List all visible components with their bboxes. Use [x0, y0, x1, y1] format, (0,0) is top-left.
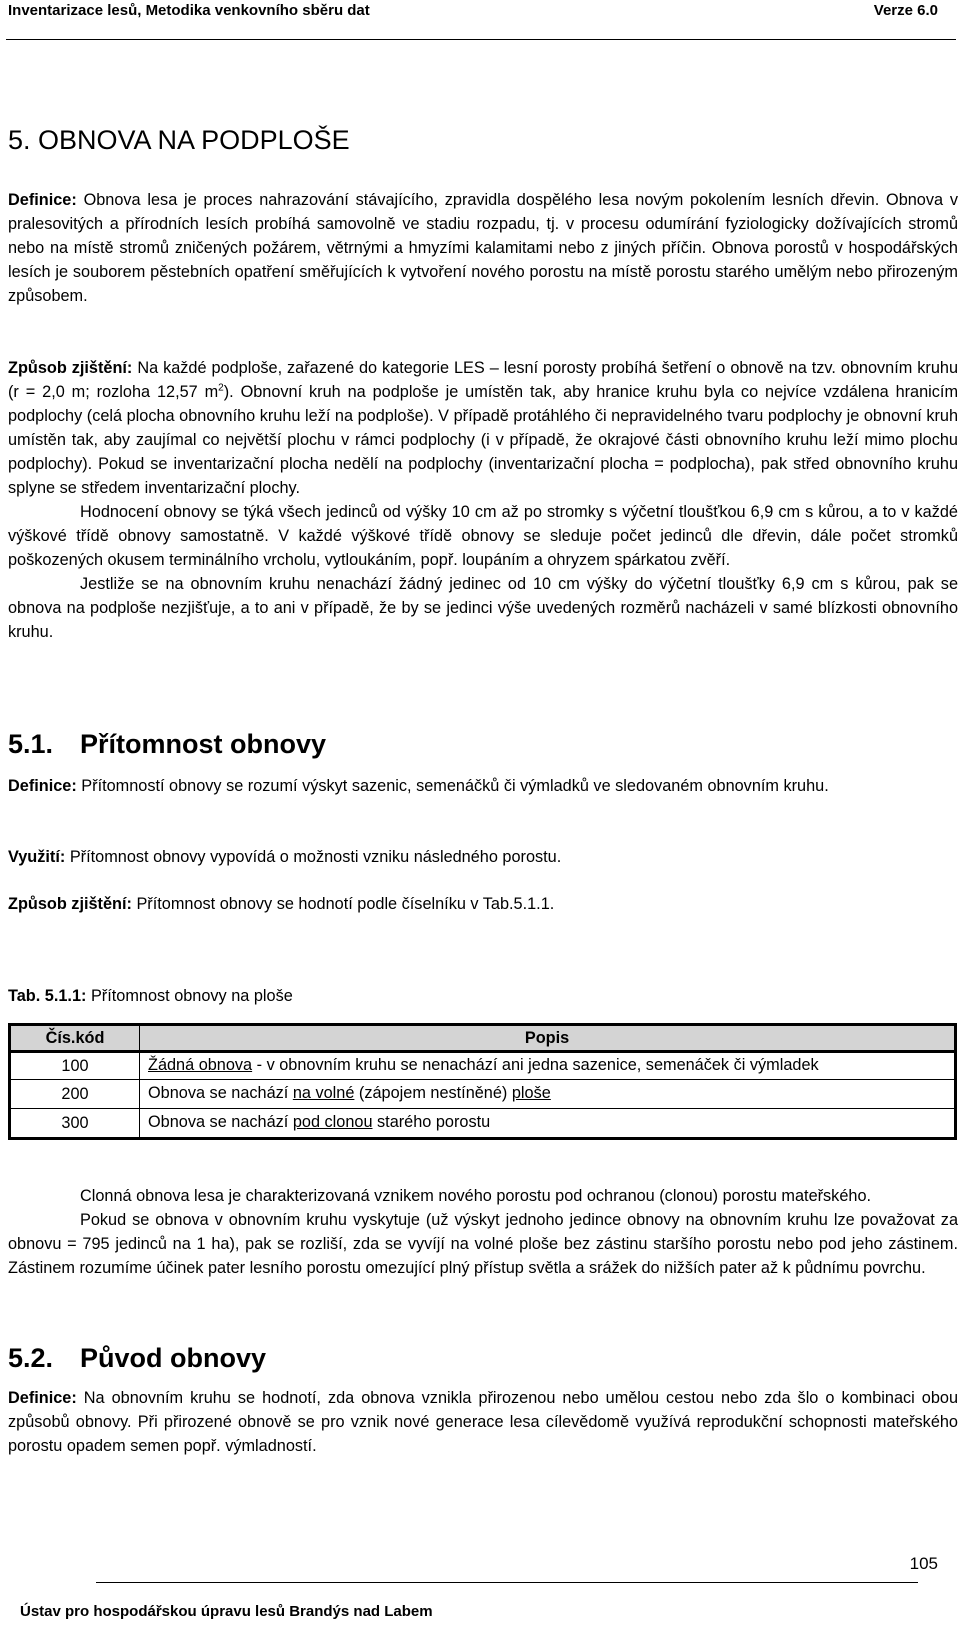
section-5-1-heading [8, 729, 326, 760]
section-5-2-heading [8, 1343, 266, 1374]
method-text: Přítomnost obnovy se hodnotí podle číselníku v Tab.5.1.1. [131, 895, 555, 913]
page-number: 105 [909, 1554, 938, 1573]
row-description-text: starého porostu [372, 1113, 491, 1131]
running-footer: Ústav pro hospodářskou úpravu lesů Brandýs nad Labem [20, 1603, 433, 1620]
paragraph-pokud-se-obnova: Pokud se obnova v obnovním kruhu vyskytuje (už výskyt jednoho jedince obnovy na obnovním kruhu lze považovat za obnovu = 795 jedinců na 1 ha), pak se rozliší, zda se vyvíjí na volné ploše bez zástinu staršího porostu nebo pod jeho zástinem. Zástinem rozumíme účinek pater lesního porostu omezující plný přístup světla a srážek do nižších pater až k půdnímu povrchu. [8, 1211, 958, 1277]
running-header-title: Inventarizace lesů, Metodika venkovního sběru dat [8, 2, 370, 19]
row-code: 300 [10, 1109, 140, 1139]
definition-label: Definice: [8, 777, 77, 795]
section-5-2-title: Původ obnovy [80, 1343, 267, 1373]
section-5-1-number: 5.1. [8, 729, 54, 759]
method-label: Způsob zjištění: [8, 359, 133, 377]
table-row [10, 1080, 956, 1109]
section-5-definition [8, 188, 958, 308]
row-description [140, 1109, 956, 1139]
row-description-text: - v obnovním kruhu se nenachází ani jedna sazenice, semenáček či výmladek [252, 1056, 819, 1074]
section-5-2-definition [8, 1386, 958, 1458]
header-rule [6, 39, 956, 40]
row-description-text: (zápojem nestíněné) [354, 1084, 512, 1102]
footer-rule [96, 1582, 918, 1583]
definition-text: Přítomností obnovy se rozumí výskyt sazenic, semenáčků či výmladků ve sledovaném obnovním kruhu. [76, 777, 829, 795]
table-caption [8, 984, 958, 1008]
definition-label: Definice: [8, 1389, 77, 1407]
definition-text: Obnova lesa je proces nahrazování stávajícího, zpravidla dospělého lesa novým pokolením lesních dřevin. Obnova v pralesovitých a přírodních lesích probíhá samovolně ve stadiu rozpadu, tj. v procesu odumírání fyziologicky dožívajících stromů nebo na místě stromů zničených požárem, větrnými a hmyzími kalamitami nebo z jiných příčin. Obnova porostů v hospodářských lesích je souborem pěstebních opatření směřujících k vytvoření nového porostu na místě porostu starého umělým nebo přirozeným způsobem. [8, 191, 958, 305]
row-description-text: Obnova se nachází [148, 1113, 293, 1131]
table-header-row [10, 1025, 956, 1052]
table-row [10, 1052, 956, 1080]
use-text: Přítomnost obnovy vypovídá o možnosti vzniku následného porostu. [65, 848, 562, 866]
row-description-underlined: Žádná obnova [148, 1056, 253, 1074]
section-5-method [8, 356, 958, 644]
method-text-b: ). Obnovní kruh na podploše je umístěn tak, aby hranice kruhu byla co nejvíce vzdálena hranicím podplochy (celá plocha obnovního kruhu leží na podploše). V případě protáhlého či nepravidelného tvaru podplochy je obnovní kruh umístěn tak, aby zaujímal co největší plochu v rámci podplochy (i v případě, že okrajové části obnovního kruhu leží mimo plochu podplochy). Pokud se inventarizační plocha nedělí na podplochy (inventarizační plocha = podplocha), pak střed obnovního kruhu splyne se středem inventarizační plochy. [8, 383, 959, 497]
table-row [10, 1109, 956, 1139]
section-5-2-number: 5.2. [8, 1343, 54, 1373]
row-description-underlined: na volné [292, 1084, 355, 1102]
use-label: Využití: [8, 848, 66, 866]
row-description [140, 1080, 956, 1109]
section-5-1-method [8, 892, 958, 916]
method-superscript: 2 [218, 382, 224, 394]
presence-table [8, 1023, 957, 1140]
method-label: Způsob zjištění: [8, 895, 132, 913]
running-header-version: Verze 6.0 [873, 2, 938, 19]
paragraph-clonna-obnova: Clonná obnova lesa je charakterizovaná vznikem nového porostu pod ochranou (clonou) porostu mateřského. [80, 1187, 872, 1205]
column-header-code: Čís.kód [10, 1025, 140, 1052]
row-description [140, 1052, 956, 1080]
table-caption-label: Tab. 5.1.1: [8, 987, 87, 1005]
section-5-paragraph-3: Jestliže se na obnovním kruhu nenachází žádný jedinec od 10 cm výšky do výčetní tloušťky 6,9 cm s kůrou, pak se obnova na podploše nezjišťuje, a to ani v případě, že by se jedinci výše uvedených rozměrů nacházeli v samé blízkosti obnovního kruhu. [8, 575, 958, 641]
row-code: 100 [10, 1052, 140, 1080]
table-caption-text: Přítomnost obnovy na ploše [86, 987, 293, 1005]
method-text-a: Na každé podploše, zařazené do kategorie LES – lesní porosty probíhá šetření o obnově na tzv. obnovním kruhu (r = 2,0 m; rozloha 12,57 m [8, 359, 959, 401]
section-5-1-closing [8, 1184, 958, 1280]
row-code: 200 [10, 1080, 140, 1109]
definition-label: Definice: [8, 191, 77, 209]
definition-text: Na obnovním kruhu se hodnotí, zda obnova vznikla přirozenou nebo umělou cestou nebo zda šlo o kombinaci obou způsobů obnovy. Při přirozené obnově se pro vznik nové generace lesa cílevědomě využívá reprodukční schopnosti mateřského porostu opadem semen popř. výmladností. [8, 1389, 958, 1455]
row-description-underlined: ploše [511, 1084, 551, 1102]
row-description-underlined: pod clonou [292, 1113, 373, 1131]
section-5-1-definition [8, 774, 958, 798]
column-header-description: Popis [140, 1025, 956, 1052]
section-5-1-use [8, 845, 958, 869]
section-5-paragraph-2: Hodnocení obnovy se týká všech jedinců od výšky 10 cm až po stromky s výčetní tloušťkou 6,9 cm s kůrou, a to v každé výškové třídě obnovy samostatně. V každé výškové třídě obnovy se sleduje počet jedinců dle dřevin, dále počet stromků poškozených okusem terminálního vrcholu, vytloukáním, popř. loupáním a ohryzem spárkatou zvěří. [8, 503, 958, 569]
section-5-1-title: Přítomnost obnovy [80, 729, 327, 759]
row-description-text: Obnova se nachází [148, 1084, 293, 1102]
section-5-heading: 5. OBNOVA NA PODPLOŠE [8, 125, 350, 155]
